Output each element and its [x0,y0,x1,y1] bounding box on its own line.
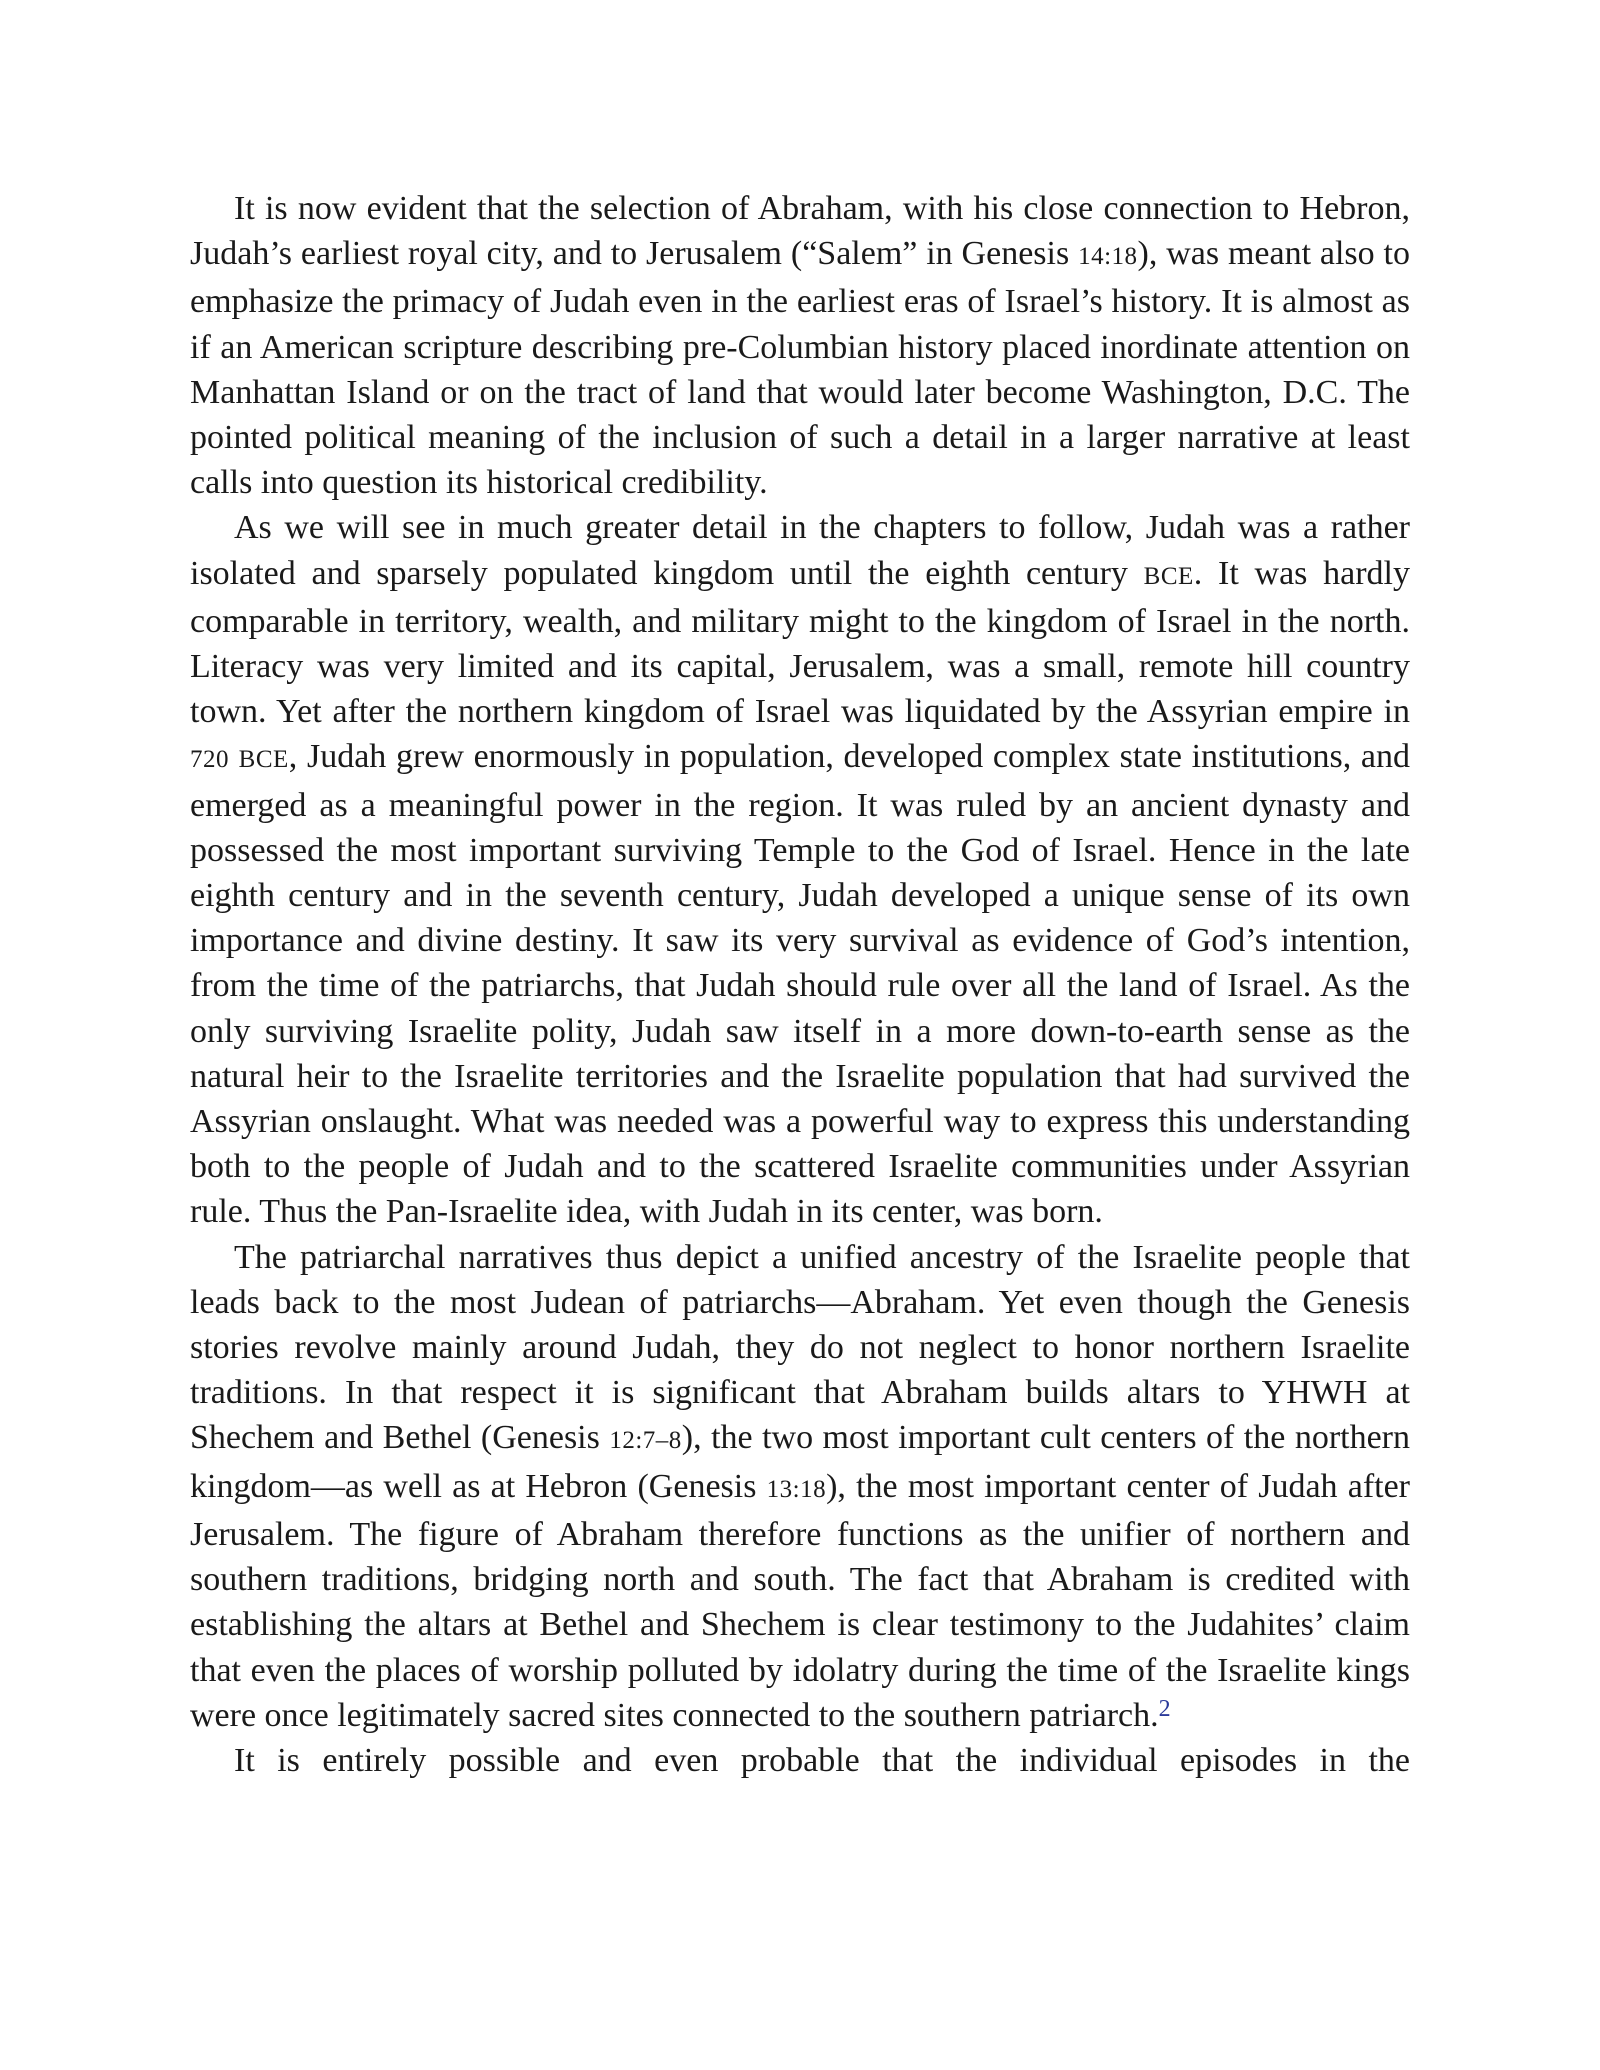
page-body [190,186,1410,1783]
paragraph-2 [190,505,1410,1234]
paragraph-4 [190,1738,1410,1783]
paragraph-3-text-c: ), the most important center of Judah after Jerusalem. The figure of Abraham therefore functions as the unifier of northern and southern traditions, bridging north and south. The fact that Abraham is credited with establishing the altars at Bethel and Shechem is clear testimony to the Judahites’ claim that even the places of worship polluted by idolatry during the time of the Israelite kings were once legitimately sacred sites connected to the southern patriarch. [190,1467,1411,1734]
scripture-ref: 12:7–8 [609,1427,682,1455]
paragraph-2-text-b: . It was hardly comparable in territory, wealth, and military might to the kingdom of Israel in the north. Literacy was very limited and its capital, Jerusalem, was a small, remote hill country town. Yet after the northern kingdom of Israel was liquidated by the Assyrian empire in [190,554,1410,731]
era-label: BCE [1143,562,1194,590]
paragraph-2-text-a: As we will see in much greater detail in the chapters to follow, Judah was a rather isolated and sparsely populated kingdom until the eighth century [190,509,1410,592]
paragraph-3-text-b: ), the two most important cult centers of the northern kingdom—as well as at Hebron (Genesis [190,1419,1411,1505]
paragraph-1 [190,186,1410,505]
scripture-ref: 13:18 [766,1475,827,1503]
era-label: BCE [238,746,289,774]
paragraph-3-text-a: The patriarchal narratives thus depict a unified ancestry of the Israelite people that leads back to the most Judean of patriarchs—Abraham. Yet even though the Genesis stories revolve mainly around Judah, they do not neglect to honor northern Israelite traditions. In that respect it is significant that Abraham builds altars to YHWH at Shechem and Bethel (Genesis [190,1238,1410,1457]
paragraph-4-text-a: It is entirely possible and even probable that the individual episodes in the [234,1741,1410,1779]
year-number: 720 [190,746,229,774]
footnote-link[interactable]: 2 [1158,1695,1171,1722]
paragraph-1-text-a: It is now evident that the selection of Abraham, with his close connection to Hebron, Judah’s earliest royal city, and to Jerusalem (“Salem” in Genesis [190,190,1410,273]
paragraph-1-text-b: ), was meant also to emphasize the primacy of Judah even in the earliest eras of Israel’s history. It is almost as if an American scripture describing pre-Columbian history placed inordinate attention on Manhattan Island or on the tract of land that would later become Washington, D.C. The pointed political meaning of the inclusion of such a detail in a larger narrative at least calls into question its historical credibility. [190,235,1410,502]
paragraph-2-text-c: , Judah grew enormously in population, developed complex state institutions, and emerged as a meaningful power in the region. It was ruled by an ancient dynasty and possessed the most important surviving Temple to the God of Israel. Hence in the late eighth century and in the seventh century, Judah developed a unique sense of its own importance and divine destiny. It saw its very survival as evidence of God’s intention, from the time of the patriarchs, that Judah should rule over all the land of Israel. As the only surviving Israelite polity, Judah saw itself in a more down-to-earth sense as the natural heir to the Israelite territories and the Israelite population that had survived the Assyrian onslaught. What was needed was a powerful way to express this understanding both to the people of Judah and to the scattered Israelite communities under Assyrian rule. Thus the Pan-Israelite idea, with Judah in its center, was born. [190,738,1410,1231]
paragraph-3 [190,1235,1410,1738]
scripture-ref: 14:18 [1078,243,1138,271]
